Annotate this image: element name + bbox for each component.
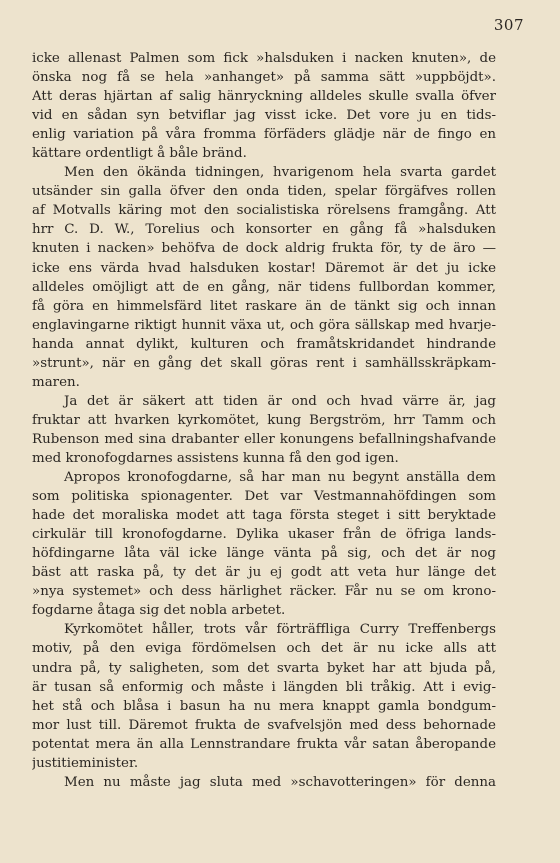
text-line: höfdingarne låta väl icke länge vänta på sig, och det är nog: [32, 546, 496, 562]
text-line: enlig variation på våra fromma förfäders glädje när de fingo en: [32, 127, 496, 143]
text-line: Rubenson med sina drabanter eller konungens befallningshafvande: [32, 431, 496, 447]
text-line: knuten i nacken» behöfva de dock aldrig frukta för, ty de äro —: [32, 241, 496, 257]
text-line: cirkulär till kronofogdarne. Dylika ukaser från de öfriga lands-: [32, 527, 496, 543]
text-line: hade det moraliska modet att taga första steget i sitt beryktade: [32, 508, 496, 524]
text-line: motiv, på den eviga fördömelsen och det är nu icke alls att: [32, 641, 496, 657]
text-line: är tusan så enformig och måste i längden bli tråkig. Att i evig-: [32, 679, 496, 695]
text-line: undra på, ty saligheten, som det svarta byket har att bjuda på,: [32, 660, 496, 676]
text-line: »strunt», när en gång det skall göras rent i samhällsskräpkam-: [32, 355, 496, 371]
page-number: 307: [493, 16, 524, 34]
text-line: vid en sådan syn betviflar jag visst icke. Det vore ju en tids-: [32, 108, 496, 124]
text-line: få göra en himmelsfärd litet raskare än de tänkt sig och innan: [32, 298, 496, 314]
text-line: mor lust till. Däremot frukta de svafvelsjön med dess behornade: [32, 717, 496, 733]
text-line: Kyrkomötet håller, trots vår förträffliga Curry Treffenbergs: [64, 622, 496, 638]
text-line: önska nog få se hela »anhanget» på samma sätt »uppböjdt».: [32, 70, 496, 86]
text-line: Men nu måste jag sluta med »schavotteringen» för denna: [64, 774, 496, 790]
text-line: het stå och blåsa i basun ha nu mera knappt gamla bondgum-: [32, 698, 496, 714]
body-text: [32, 49, 496, 792]
text-line: alldeles omöjligt att de en gång, när tidens fullbordan kommer,: [32, 279, 496, 295]
text-line: icke ens värda hvad halsduken kostar! Däremot är det ju icke: [32, 260, 496, 276]
text-line: potentat mera än alla Lennstrandare frukta vår satan åberopande: [32, 736, 496, 752]
text-line: maren.: [32, 374, 80, 390]
text-line: »nya systemet» och dess härlighet räcker. Får nu se om krono-: [32, 584, 496, 600]
text-line: utsänder sin galla öfver den onda tiden, spelar förgäfves rollen: [32, 184, 496, 200]
text-line: hrr C. D. W., Torelius och konsorter en gång få »halsduken: [32, 222, 496, 238]
text-line: bäst att raska på, ty det är ju ej godt att veta hur länge det: [32, 565, 496, 581]
text-line: Apropos kronofogdarne, så har man nu begynt anställa dem: [64, 470, 496, 486]
text-line: af Motvalls käring mot den socialistiska rörelsens framgång. Att: [32, 203, 496, 219]
text-line: Men den ökända tidningen, hvarigenom hela svarta gardet: [64, 165, 496, 181]
text-line: Ja det är säkert att tiden är ond och hvad värre är, jag: [64, 393, 496, 409]
text-line: englavingarne riktigt hunnit växa ut, och göra sällskap med hvarje-: [32, 317, 496, 333]
text-line: icke allenast Palmen som fick »halsduken i nacken knuten», de: [32, 51, 496, 66]
text-line: fruktar att hvarken kyrkomötet, kung Bergström, hrr Tamm och: [32, 412, 496, 428]
text-line: Att deras hjärtan af salig hänryckning alldeles skulle svalla öfver: [32, 89, 496, 105]
text-line: justitieminister.: [32, 755, 139, 771]
text-line: som politiska spionagenter. Det var Vestmannahöfdingen som: [32, 489, 496, 505]
text-line: kättare ordentligt å båle bränd.: [32, 146, 247, 162]
text-line: fogdarne åtaga sig det nobla arbetet.: [32, 603, 286, 619]
text-line: handa annat dylikt, kulturen och framåtskridandet hindrande: [32, 336, 496, 352]
text-line: med kronofogdarnes assistens kunna få den god igen.: [32, 450, 399, 466]
